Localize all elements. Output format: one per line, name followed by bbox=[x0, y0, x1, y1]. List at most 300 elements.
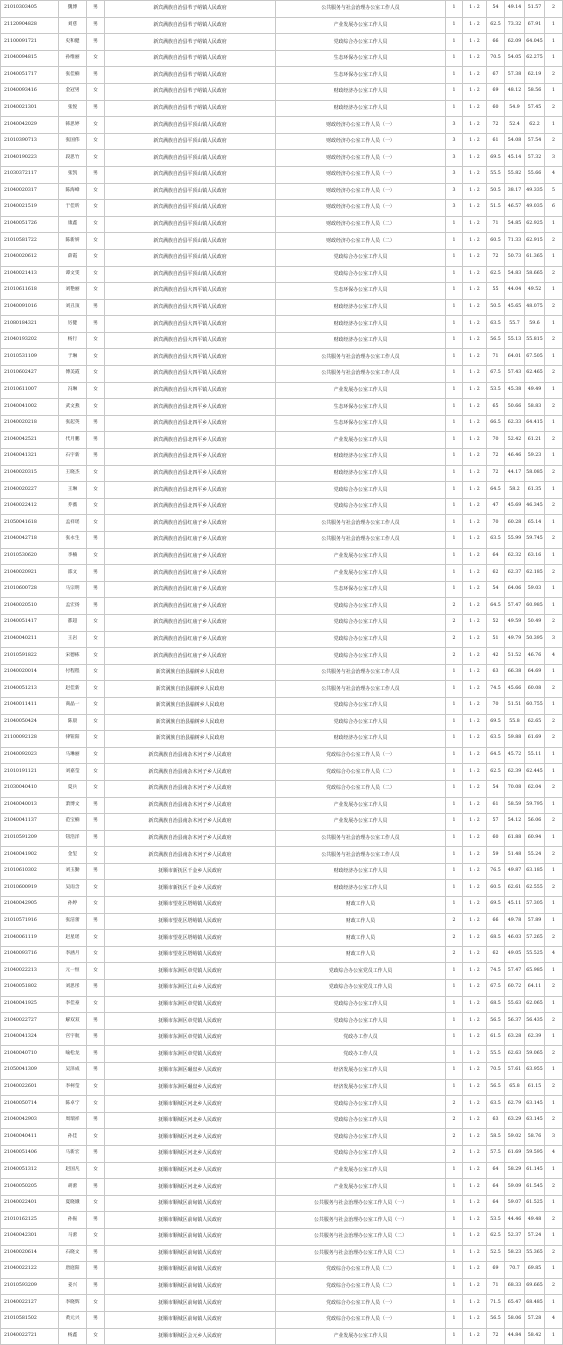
cell-employer: 新宾满族自治县榆树乡人民政府 bbox=[105, 714, 276, 731]
cell-position: 财政经济办公室工作人员（一） bbox=[276, 200, 446, 217]
cell-interview-score: 62.79 bbox=[505, 1096, 525, 1113]
cell-row-ratio: 1 : 2 bbox=[463, 1328, 487, 1345]
cell-name: 孟祥瑶 bbox=[59, 515, 87, 532]
cell-employer: 抚顺市顺城区前甸镇人民政府 bbox=[105, 1262, 276, 1279]
cell-employer: 新宾满族自治县平顶山镇人民政府 bbox=[105, 249, 276, 266]
cell-exam-id: 21010162125 bbox=[1, 1212, 59, 1229]
table-row bbox=[1, 780, 563, 797]
cell-name: 魏博 bbox=[59, 1, 87, 18]
cell-total-score: 67.505 bbox=[525, 349, 545, 366]
cell-exam-id: 21010581502 bbox=[1, 1311, 59, 1328]
cell-exam-id: 21040051312 bbox=[1, 1162, 59, 1179]
cell-exam-id: 21040041002 bbox=[1, 399, 59, 416]
cell-recruit-count: 1 bbox=[446, 34, 463, 51]
cell-name: 薛霞 bbox=[59, 249, 87, 266]
table-row bbox=[1, 565, 563, 582]
cell-row-ratio: 1 : 2 bbox=[463, 631, 487, 648]
cell-name: 刘慈 bbox=[59, 17, 87, 34]
cell-exam-id: 21010611618 bbox=[1, 283, 59, 300]
cell-gender: 女 bbox=[87, 664, 105, 681]
cell-employer: 抚顺市东洲区碾盘乡人民政府 bbox=[105, 1079, 276, 1096]
cell-gender: 女 bbox=[87, 614, 105, 631]
cell-position: 产业发展办公室工作人员 bbox=[276, 548, 446, 565]
cell-employer: 新宾满族自治县大四平镇人民政府 bbox=[105, 332, 276, 349]
cell-position: 党政综合办公室工作人员（一） bbox=[276, 1295, 446, 1312]
cell-row-ratio: 1 : 2 bbox=[463, 133, 487, 150]
cell-rank: 1 bbox=[545, 83, 563, 100]
cell-gender: 女 bbox=[87, 731, 105, 748]
cell-row-ratio: 1 : 2 bbox=[463, 764, 487, 781]
cell-position: 产业发展办公室工作人员 bbox=[276, 814, 446, 831]
cell-gender: 女 bbox=[87, 465, 105, 482]
cell-rank: 1 bbox=[545, 382, 563, 399]
cell-employer: 抚顺市东洲区碾盘乡人民政府 bbox=[105, 1063, 276, 1080]
cell-row-ratio: 1 : 2 bbox=[463, 1046, 487, 1063]
cell-position: 公共服务与社会治理办公室工作人员 bbox=[276, 1, 446, 18]
table-row bbox=[1, 233, 563, 250]
cell-name: 厉健 bbox=[59, 316, 87, 333]
cell-recruit-count: 1 bbox=[446, 797, 463, 814]
cell-name: 姜兴 bbox=[59, 1278, 87, 1295]
cell-rank: 2 bbox=[545, 67, 563, 84]
cell-written-score: 57.5 bbox=[487, 1145, 505, 1162]
cell-employer: 新宾满族自治县南杂木河子乡人民政府 bbox=[105, 780, 276, 797]
cell-total-score: 59.745 bbox=[525, 532, 545, 549]
table-row bbox=[1, 1245, 563, 1262]
cell-gender: 女 bbox=[87, 897, 105, 914]
cell-name: 乔薇 bbox=[59, 498, 87, 515]
table-row bbox=[1, 581, 563, 598]
table-row bbox=[1, 17, 563, 34]
cell-recruit-count: 2 bbox=[446, 1096, 463, 1113]
cell-interview-score: 45.65 bbox=[505, 299, 525, 316]
cell-rank: 1 bbox=[545, 1262, 563, 1279]
cell-employer: 新宾满族自治县榆树乡人民政府 bbox=[105, 681, 276, 698]
cell-exam-id: 21010191121 bbox=[1, 764, 59, 781]
cell-exam-id: 21040051417 bbox=[1, 614, 59, 631]
cell-recruit-count: 1 bbox=[446, 1262, 463, 1279]
cell-gender: 男 bbox=[87, 1145, 105, 1162]
cell-employer: 新宾满族自治县苇子峪镇人民政府 bbox=[105, 1, 276, 18]
table-row bbox=[1, 930, 563, 947]
cell-row-ratio: 1 : 2 bbox=[463, 482, 487, 499]
cell-rank: 2 bbox=[545, 1, 563, 18]
cell-written-score: 53.5 bbox=[487, 1212, 505, 1229]
cell-position: 财政经济办公室工作人员 bbox=[276, 449, 446, 466]
cell-total-score: 61.545 bbox=[525, 1179, 545, 1196]
table-row bbox=[1, 913, 563, 930]
cell-gender: 女 bbox=[87, 283, 105, 300]
cell-position: 财政经济办公室工作人员（二） bbox=[276, 233, 446, 250]
cell-written-score: 72 bbox=[487, 1328, 505, 1345]
cell-row-ratio: 1 : 2 bbox=[463, 150, 487, 167]
cell-row-ratio: 1 : 2 bbox=[463, 50, 487, 67]
cell-recruit-count: 1 bbox=[446, 100, 463, 117]
cell-gender: 女 bbox=[87, 482, 105, 499]
cell-total-score: 64.045 bbox=[525, 34, 545, 51]
cell-gender: 男 bbox=[87, 1013, 105, 1030]
cell-position: 财政经济办公室工作人员 bbox=[276, 316, 446, 333]
cell-recruit-count: 1 bbox=[446, 399, 463, 416]
cell-row-ratio: 1 : 2 bbox=[463, 1162, 487, 1179]
cell-total-score: 62.185 bbox=[525, 565, 545, 582]
cell-rank: 1 bbox=[545, 515, 563, 532]
cell-row-ratio: 1 : 2 bbox=[463, 332, 487, 349]
cell-position: 财政经济办公室工作人员 bbox=[276, 83, 446, 100]
cell-written-score: 55.5 bbox=[487, 1046, 505, 1063]
cell-row-ratio: 1 : 2 bbox=[463, 266, 487, 283]
cell-row-ratio: 1 : 2 bbox=[463, 598, 487, 615]
cell-employer: 抚顺市顺城区前甸镇人民政府 bbox=[105, 1278, 276, 1295]
cell-position: 公共服务与社会治理办公室工作人员 bbox=[276, 664, 446, 681]
cell-exam-id: 21040042301 bbox=[1, 1228, 59, 1245]
cell-employer: 新宾满族自治县北四平乡人民政府 bbox=[105, 432, 276, 449]
cell-name: 孙婷 bbox=[59, 897, 87, 914]
cell-position: 党政综合办公室工作人员 bbox=[276, 714, 446, 731]
cell-name: 黄元兴 bbox=[59, 1311, 87, 1328]
table-row bbox=[1, 34, 563, 51]
table-row bbox=[1, 764, 563, 781]
table-row bbox=[1, 631, 563, 648]
cell-position: 党政综合办公室工作人员 bbox=[276, 1013, 446, 1030]
cell-rank: 1 bbox=[545, 897, 563, 914]
cell-name: 王晓杰 bbox=[59, 465, 87, 482]
cell-name: 陈晨 bbox=[59, 714, 87, 731]
cell-position: 公共服务与社会治理办公室工作人员（一） bbox=[276, 1212, 446, 1229]
cell-rank: 1 bbox=[545, 1295, 563, 1312]
cell-written-score: 62.5 bbox=[487, 764, 505, 781]
cell-written-score: 62.5 bbox=[487, 1228, 505, 1245]
cell-exam-id: 21040051802 bbox=[1, 980, 59, 997]
cell-employer: 新宾满族自治县北四平乡人民政府 bbox=[105, 482, 276, 499]
cell-row-ratio: 1 : 2 bbox=[463, 449, 487, 466]
cell-total-score: 61.525 bbox=[525, 1195, 545, 1212]
cell-written-score: 50.5 bbox=[487, 183, 505, 200]
cell-recruit-count: 1 bbox=[446, 415, 463, 432]
cell-total-score: 51.57 bbox=[525, 1, 545, 18]
cell-employer: 新宾满族自治县大四平镇人民政府 bbox=[105, 366, 276, 383]
cell-gender: 女 bbox=[87, 216, 105, 233]
cell-written-score: 53.5 bbox=[487, 382, 505, 399]
cell-interview-score: 57.47 bbox=[505, 963, 525, 980]
cell-gender: 男 bbox=[87, 980, 105, 997]
cell-rank: 2 bbox=[545, 1245, 563, 1262]
cell-row-ratio: 1 : 2 bbox=[463, 382, 487, 399]
cell-name: 孟宏扬 bbox=[59, 598, 87, 615]
cell-employer: 抚顺市望花区塔峪镇人民政府 bbox=[105, 946, 276, 963]
cell-name: 康鑫 bbox=[59, 216, 87, 233]
cell-row-ratio: 1 : 2 bbox=[463, 216, 487, 233]
table-row bbox=[1, 880, 563, 897]
cell-row-ratio: 1 : 2 bbox=[463, 366, 487, 383]
cell-written-score: 70 bbox=[487, 515, 505, 532]
cell-rank: 2 bbox=[545, 930, 563, 947]
cell-row-ratio: 1 : 2 bbox=[463, 67, 487, 84]
cell-exam-id: 21040093416 bbox=[1, 83, 59, 100]
cell-name: 张永生 bbox=[59, 532, 87, 549]
cell-rank: 1 bbox=[545, 548, 563, 565]
table-row bbox=[1, 1129, 563, 1146]
cell-rank: 1 bbox=[545, 1328, 563, 1345]
cell-gender: 男 bbox=[87, 913, 105, 930]
cell-recruit-count: 2 bbox=[446, 946, 463, 963]
cell-position: 党政办工作人员 bbox=[276, 1046, 446, 1063]
cell-name: 吴雨含 bbox=[59, 880, 87, 897]
cell-total-score: 65.985 bbox=[525, 963, 545, 980]
cell-total-score: 62.04 bbox=[525, 780, 545, 797]
cell-rank: 4 bbox=[545, 1311, 563, 1328]
cell-interview-score: 51.51 bbox=[505, 697, 525, 714]
cell-employer: 抚顺市望花区塔峪镇人民政府 bbox=[105, 913, 276, 930]
cell-position: 财政工作人员 bbox=[276, 930, 446, 947]
table-row bbox=[1, 83, 563, 100]
table-row bbox=[1, 1013, 563, 1030]
cell-rank: 6 bbox=[545, 200, 563, 217]
cell-total-score: 64.69 bbox=[525, 664, 545, 681]
cell-employer: 抚顺市东洲区章党镇人民政府 bbox=[105, 1029, 276, 1046]
cell-rank: 1 bbox=[545, 747, 563, 764]
cell-row-ratio: 1 : 2 bbox=[463, 1179, 487, 1196]
cell-rank: 2 bbox=[545, 1079, 563, 1096]
table-row bbox=[1, 100, 563, 117]
cell-name: 王岩 bbox=[59, 631, 87, 648]
cell-written-score: 59 bbox=[487, 847, 505, 864]
cell-employer: 新宾满族自治县平顶山镇人民政府 bbox=[105, 200, 276, 217]
cell-rank: 1 bbox=[545, 34, 563, 51]
cell-gender: 男 bbox=[87, 814, 105, 831]
cell-rank: 3 bbox=[545, 1129, 563, 1146]
cell-gender: 女 bbox=[87, 399, 105, 416]
cell-gender: 男 bbox=[87, 1311, 105, 1328]
cell-row-ratio: 1 : 2 bbox=[463, 880, 487, 897]
cell-exam-id: 21040042718 bbox=[1, 532, 59, 549]
cell-total-score: 55.66 bbox=[525, 166, 545, 183]
cell-interview-score: 54.08 bbox=[505, 133, 525, 150]
cell-row-ratio: 1 : 2 bbox=[463, 1228, 487, 1245]
cell-total-score: 62.925 bbox=[525, 216, 545, 233]
cell-written-score: 52 bbox=[487, 614, 505, 631]
cell-rank: 1 bbox=[545, 482, 563, 499]
cell-exam-id: 21040020614 bbox=[1, 1245, 59, 1262]
cell-employer: 抚顺市顺城区河北乡人民政府 bbox=[105, 1179, 276, 1196]
cell-position: 党政综合办公室工作人员 bbox=[276, 1129, 446, 1146]
cell-exam-id: 21040042905 bbox=[1, 897, 59, 914]
cell-exam-id: 21040094815 bbox=[1, 50, 59, 67]
cell-rank: 1 bbox=[545, 1096, 563, 1113]
cell-written-score: 71 bbox=[487, 1278, 505, 1295]
cell-total-score: 55.815 bbox=[525, 332, 545, 349]
cell-total-score: 62.39 bbox=[525, 1029, 545, 1046]
cell-employer: 新宾满族自治县红庙子乡人民政府 bbox=[105, 548, 276, 565]
cell-rank: 4 bbox=[545, 648, 563, 665]
cell-interview-score: 58.06 bbox=[505, 1311, 525, 1328]
cell-interview-score: 45.72 bbox=[505, 747, 525, 764]
cell-exam-id: 21040040013 bbox=[1, 797, 59, 814]
cell-exam-id: 21040041137 bbox=[1, 814, 59, 831]
cell-position: 财政经济办公室工作人员（一） bbox=[276, 183, 446, 200]
cell-employer: 抚顺市东洲区江山乡人民政府 bbox=[105, 980, 276, 997]
cell-employer: 新宾满族自治县南杂木河子乡人民政府 bbox=[105, 814, 276, 831]
cell-total-score: 59.6 bbox=[525, 316, 545, 333]
cell-recruit-count: 1 bbox=[446, 897, 463, 914]
cell-rank: 1 bbox=[545, 449, 563, 466]
table-row bbox=[1, 1262, 563, 1279]
cell-gender: 女 bbox=[87, 1162, 105, 1179]
cell-written-score: 74.5 bbox=[487, 681, 505, 698]
cell-position: 党政综合办公室工作人员 bbox=[276, 631, 446, 648]
cell-name: 赵国凡 bbox=[59, 1162, 87, 1179]
cell-exam-id: 21040022601 bbox=[1, 1079, 59, 1096]
cell-position: 经济发展办公室工作人员 bbox=[276, 1063, 446, 1080]
cell-recruit-count: 1 bbox=[446, 532, 463, 549]
table-row bbox=[1, 1179, 563, 1196]
cell-position: 党政综合办公室工作人员 bbox=[276, 697, 446, 714]
cell-interview-score: 55.7 bbox=[505, 316, 525, 333]
cell-total-score: 56.435 bbox=[525, 1013, 545, 1030]
table-row bbox=[1, 797, 563, 814]
cell-interview-score: 49.59 bbox=[505, 614, 525, 631]
cell-total-score: 61.365 bbox=[525, 249, 545, 266]
cell-recruit-count: 2 bbox=[446, 913, 463, 930]
cell-recruit-count: 1 bbox=[446, 697, 463, 714]
table-row bbox=[1, 249, 563, 266]
cell-total-score: 64.11 bbox=[525, 980, 545, 997]
cell-recruit-count: 1 bbox=[446, 1245, 463, 1262]
cell-employer: 新宾满族自治县大四平镇人民政府 bbox=[105, 382, 276, 399]
cell-written-score: 57 bbox=[487, 814, 505, 831]
cell-exam-id: 21040040710 bbox=[1, 1046, 59, 1063]
cell-total-score: 46.345 bbox=[525, 498, 545, 515]
cell-interview-score: 46.46 bbox=[505, 449, 525, 466]
cell-written-score: 72 bbox=[487, 449, 505, 466]
table-row bbox=[1, 449, 563, 466]
cell-position: 公共服务与社会治理办公室工作人员 bbox=[276, 532, 446, 549]
table-row bbox=[1, 366, 563, 383]
cell-row-ratio: 1 : 2 bbox=[463, 1063, 487, 1080]
cell-recruit-count: 1 bbox=[446, 266, 463, 283]
cell-recruit-count: 1 bbox=[446, 1278, 463, 1295]
cell-name: 张佳楠 bbox=[59, 67, 87, 84]
cell-employer: 抚顺市东洲区章党镇人民政府 bbox=[105, 1046, 276, 1063]
cell-interview-score: 65.8 bbox=[505, 1079, 525, 1096]
cell-exam-id: 21040020612 bbox=[1, 249, 59, 266]
cell-total-score: 62.555 bbox=[525, 880, 545, 897]
cell-rank: 2 bbox=[545, 332, 563, 349]
cell-total-score: 57.24 bbox=[525, 1228, 545, 1245]
table-row bbox=[1, 897, 563, 914]
cell-employer: 新宾满族自治县北四平乡人民政府 bbox=[105, 449, 276, 466]
cell-exam-id: 21010571916 bbox=[1, 913, 59, 930]
cell-row-ratio: 1 : 2 bbox=[463, 399, 487, 416]
cell-row-ratio: 1 : 2 bbox=[463, 1129, 487, 1146]
cell-name: 于佳昕 bbox=[59, 200, 87, 217]
cell-exam-id: 21040022213 bbox=[1, 963, 59, 980]
table-row bbox=[1, 1295, 563, 1312]
cell-total-score: 57.89 bbox=[525, 913, 545, 930]
cell-exam-id: 21010593209 bbox=[1, 1278, 59, 1295]
cell-exam-id: 21040061119 bbox=[1, 930, 59, 947]
cell-total-score: 58.665 bbox=[525, 266, 545, 283]
cell-rank: 1 bbox=[545, 283, 563, 300]
cell-recruit-count: 1 bbox=[446, 283, 463, 300]
cell-row-ratio: 1 : 2 bbox=[463, 200, 487, 217]
table-row bbox=[1, 117, 563, 134]
cell-total-score: 59.065 bbox=[525, 1046, 545, 1063]
cell-position: 生态环保办公室工作人员 bbox=[276, 67, 446, 84]
cell-row-ratio: 1 : 2 bbox=[463, 166, 487, 183]
cell-gender: 女 bbox=[87, 930, 105, 947]
cell-interview-score: 66.38 bbox=[505, 664, 525, 681]
cell-written-score: 67.5 bbox=[487, 366, 505, 383]
cell-exam-id: 21010600728 bbox=[1, 581, 59, 598]
cell-recruit-count: 3 bbox=[446, 183, 463, 200]
cell-interview-score: 44.46 bbox=[505, 1212, 525, 1229]
cell-written-score: 63.5 bbox=[487, 1096, 505, 1113]
cell-total-score: 60.755 bbox=[525, 697, 545, 714]
table-row bbox=[1, 714, 563, 731]
cell-gender: 女 bbox=[87, 1228, 105, 1245]
cell-name: 马蕾 bbox=[59, 1228, 87, 1245]
cell-gender: 男 bbox=[87, 1179, 105, 1196]
cell-position: 财政经济办公室工作人员 bbox=[276, 731, 446, 748]
cell-rank: 1 bbox=[545, 797, 563, 814]
cell-recruit-count: 1 bbox=[446, 1, 463, 18]
cell-exam-id: 21040042903 bbox=[1, 1112, 59, 1129]
cell-recruit-count: 3 bbox=[446, 166, 463, 183]
cell-interview-score: 71.33 bbox=[505, 233, 525, 250]
cell-name: 都超 bbox=[59, 614, 87, 631]
cell-rank: 1 bbox=[545, 349, 563, 366]
table-row bbox=[1, 349, 563, 366]
cell-total-score: 61.69 bbox=[525, 731, 545, 748]
cell-recruit-count: 1 bbox=[446, 299, 463, 316]
cell-employer: 新宾满族自治县平顶山镇人民政府 bbox=[105, 117, 276, 134]
table-row bbox=[1, 697, 563, 714]
cell-interview-score: 63.28 bbox=[505, 1029, 525, 1046]
cell-row-ratio: 1 : 2 bbox=[463, 1311, 487, 1328]
cell-gender: 女 bbox=[87, 764, 105, 781]
cell-total-score: 62.065 bbox=[525, 996, 545, 1013]
cell-rank: 2 bbox=[545, 681, 563, 698]
cell-employer: 新宾满族自治县红庙子乡人民政府 bbox=[105, 565, 276, 582]
cell-gender: 男 bbox=[87, 565, 105, 582]
cell-rank: 3 bbox=[545, 150, 563, 167]
cell-exam-id: 21040042029 bbox=[1, 117, 59, 134]
cell-recruit-count: 1 bbox=[446, 216, 463, 233]
cell-written-score: 70 bbox=[487, 697, 505, 714]
table-row bbox=[1, 664, 563, 681]
cell-rank: 1 bbox=[545, 764, 563, 781]
cell-exam-id: 21100092128 bbox=[1, 731, 59, 748]
cell-recruit-count: 1 bbox=[446, 1228, 463, 1245]
cell-row-ratio: 1 : 2 bbox=[463, 731, 487, 748]
cell-row-ratio: 1 : 2 bbox=[463, 697, 487, 714]
cell-exam-id: 21040093716 bbox=[1, 946, 59, 963]
cell-name: 李佳豪 bbox=[59, 996, 87, 1013]
cell-total-score: 49.52 bbox=[525, 283, 545, 300]
cell-interview-score: 65.47 bbox=[505, 1295, 525, 1312]
cell-position: 党政办工作人员 bbox=[276, 1029, 446, 1046]
cell-gender: 男 bbox=[87, 432, 105, 449]
cell-gender: 男 bbox=[87, 532, 105, 549]
cell-gender: 男 bbox=[87, 449, 105, 466]
cell-recruit-count: 1 bbox=[446, 863, 463, 880]
cell-exam-id: 21080184321 bbox=[1, 316, 59, 333]
table-row bbox=[1, 498, 563, 515]
cell-position: 财政经济办公室工作人员 bbox=[276, 465, 446, 482]
cell-interview-score: 54.9 bbox=[505, 100, 525, 117]
cell-gender: 女 bbox=[87, 747, 105, 764]
